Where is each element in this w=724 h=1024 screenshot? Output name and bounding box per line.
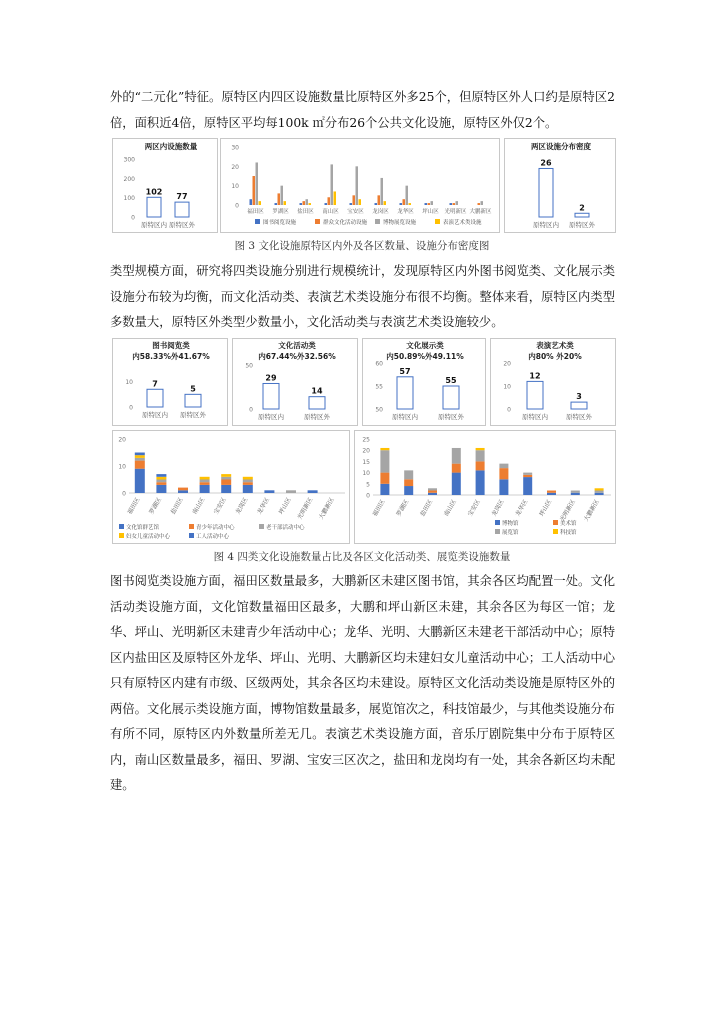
data-label: 12 xyxy=(529,371,541,381)
paragraph-1: 外的“二元化”特征。原特区内四区设施数量比原特区外多25个，但原特区外人口约是原特区2倍，面积近4倍，原特区平均每100k ㎡分布26个公共文化设施，原特区外仅2个。 xyxy=(110,90,615,130)
x-tick-label: 原特区外 xyxy=(566,413,592,421)
stack-segment xyxy=(135,469,145,493)
legend-swatch xyxy=(375,219,380,224)
data-label: 2 xyxy=(579,203,585,213)
stack-segment xyxy=(404,486,413,495)
bar xyxy=(303,201,306,205)
stack-segment xyxy=(135,453,145,456)
y-tick-label: 25 xyxy=(362,436,370,444)
bar xyxy=(284,201,287,205)
y-tick-label: 15 xyxy=(362,458,370,466)
x-tick-label: 原特区内 xyxy=(141,221,167,229)
x-tick-label: 南山区 xyxy=(322,209,339,215)
bar xyxy=(481,201,484,205)
bar xyxy=(334,191,337,205)
legend-label: 科技馆 xyxy=(560,530,577,536)
fig4-panel-e xyxy=(112,430,350,544)
fig4-panel-b xyxy=(232,338,358,426)
bar xyxy=(397,377,413,409)
bar xyxy=(575,213,589,217)
x-tick-label: 宝安区 xyxy=(466,498,482,518)
legend-swatch xyxy=(259,524,264,529)
y-tick-label: 0 xyxy=(131,214,135,222)
fig3-panel-c xyxy=(504,138,616,233)
x-tick-label: 福田区 xyxy=(126,496,142,516)
chart-subtitle: 内50.89%外49.11% xyxy=(386,352,464,361)
fig4-panel-f xyxy=(354,430,616,544)
stack-segment xyxy=(523,473,532,475)
chart-title: 两区内设施数量 xyxy=(144,142,198,151)
legend-swatch xyxy=(255,219,260,224)
fig4-panel-a xyxy=(112,338,228,426)
chart-title: 两区设施分布密度 xyxy=(531,142,591,151)
y-tick-label: 10 xyxy=(125,379,133,387)
stack-segment xyxy=(571,493,580,495)
y-tick-label: 0 xyxy=(129,404,133,412)
x-tick-label: 原特区外 xyxy=(438,413,464,421)
stack-segment xyxy=(571,491,580,493)
chart-title: 图书阅览类 xyxy=(152,341,190,350)
legend-label: 博物馆 xyxy=(502,521,519,527)
bar xyxy=(275,203,278,205)
stack-segment xyxy=(404,479,413,486)
data-label: 102 xyxy=(145,187,163,197)
bar xyxy=(278,193,281,205)
stack-segment xyxy=(156,482,166,485)
stack-segment xyxy=(243,482,253,485)
stack-segment xyxy=(221,477,231,480)
stack-segment xyxy=(428,488,437,490)
stack-segment xyxy=(243,480,253,483)
stack-segment xyxy=(135,458,145,461)
x-tick-label: 龙岗区 xyxy=(490,498,506,518)
legend-swatch xyxy=(495,529,500,534)
x-tick-label: 光明新区 xyxy=(296,496,315,521)
bar xyxy=(259,201,262,205)
stack-segment xyxy=(156,485,166,493)
bar xyxy=(147,197,161,217)
stack-segment xyxy=(308,490,318,493)
legend-swatch xyxy=(315,219,320,224)
x-tick-label: 龙岗区 xyxy=(372,209,389,215)
stack-segment xyxy=(200,485,210,493)
stack-segment xyxy=(428,493,437,495)
stack-segment xyxy=(523,475,532,477)
stack-segment xyxy=(264,490,274,493)
chart-title: 表演艺术类 xyxy=(536,341,574,350)
data-label: 14 xyxy=(311,386,323,396)
x-tick-label: 罗湖区 xyxy=(272,209,289,215)
y-tick-label: 300 xyxy=(123,156,135,164)
fig3-chart-b xyxy=(221,139,499,232)
data-label: 29 xyxy=(265,373,277,383)
x-tick-label: 南山区 xyxy=(191,496,207,516)
chart-title: 文化活动类 xyxy=(278,341,316,350)
fig4-caption: 图 4 四类文化设施数量占比及各区文化活动类、展览类设施数量 xyxy=(213,551,511,563)
stack-segment xyxy=(499,464,508,468)
y-tick-label: 30 xyxy=(231,144,239,152)
bar xyxy=(309,397,325,409)
chart-subtitle: 内67.44%外32.56% xyxy=(258,352,336,361)
bar xyxy=(431,201,434,205)
x-tick-label: 盐田区 xyxy=(419,498,435,518)
x-tick-label: 原特区外 xyxy=(169,221,195,229)
x-tick-label: 原特区内 xyxy=(533,221,559,229)
legend-label: 青少年活动中心 xyxy=(196,525,235,531)
legend-label: 展览馆 xyxy=(502,530,519,536)
bar xyxy=(281,186,284,205)
legend-swatch xyxy=(435,219,440,224)
stack-segment xyxy=(404,470,413,479)
data-label: 3 xyxy=(576,392,582,402)
x-tick-label: 福田区 xyxy=(371,498,387,518)
legend-swatch xyxy=(189,533,194,538)
x-tick-label: 龙华区 xyxy=(514,498,530,518)
stack-segment xyxy=(135,461,145,469)
bar xyxy=(384,201,387,205)
fig4-panel-d xyxy=(490,338,616,426)
x-tick-label: 福田区 xyxy=(247,209,264,215)
bar xyxy=(375,203,378,205)
legend-swatch xyxy=(553,529,558,534)
bar xyxy=(403,199,406,205)
fig3-panel-b xyxy=(220,138,500,233)
x-tick-label: 原特区内 xyxy=(392,413,418,421)
x-tick-label: 龙华区 xyxy=(256,496,272,516)
x-tick-label: 宝安区 xyxy=(212,496,228,516)
bar xyxy=(325,203,328,205)
stack-segment xyxy=(380,450,389,472)
bar xyxy=(571,402,587,409)
y-tick-label: 100 xyxy=(123,195,135,203)
legend-label: 工人活动中心 xyxy=(196,534,230,540)
y-tick-label: 20 xyxy=(118,436,126,444)
data-label: 77 xyxy=(176,192,188,202)
y-tick-label: 20 xyxy=(362,447,370,455)
stack-segment xyxy=(476,448,485,450)
bar xyxy=(306,199,309,205)
y-tick-label: 50 xyxy=(375,406,383,414)
bar xyxy=(309,203,312,205)
x-tick-label: 坪山区 xyxy=(422,209,439,215)
stack-segment xyxy=(178,488,188,491)
bar xyxy=(406,186,409,205)
bar xyxy=(350,203,353,205)
stack-segment xyxy=(156,477,166,480)
legend-label: 妇女儿童活动中心 xyxy=(126,534,171,540)
x-tick-label: 原特区内 xyxy=(142,411,168,419)
y-tick-label: 55 xyxy=(375,383,383,391)
stack-segment xyxy=(452,473,461,495)
stack-segment xyxy=(380,484,389,495)
bar xyxy=(381,178,384,205)
bar xyxy=(353,195,356,205)
stack-segment xyxy=(380,473,389,484)
x-tick-label: 原特区外 xyxy=(180,411,206,419)
fig3-chart-a xyxy=(113,139,217,232)
stack-segment xyxy=(499,479,508,495)
y-tick-label: 20 xyxy=(503,360,511,368)
x-tick-label: 龙岗区 xyxy=(234,496,250,516)
bar xyxy=(356,166,359,205)
chart-subtitle: 内80% 外20% xyxy=(528,352,582,361)
bar xyxy=(331,164,334,205)
legend-label: 美术馆 xyxy=(560,521,577,527)
bar xyxy=(425,203,428,205)
stack-segment xyxy=(200,482,210,485)
data-label: 55 xyxy=(445,376,457,385)
fig3-chart-c xyxy=(505,139,615,232)
bar xyxy=(263,383,279,409)
fig4-chart-a xyxy=(113,339,227,425)
x-tick-label: 罗湖区 xyxy=(148,496,164,516)
stack-segment xyxy=(595,491,604,493)
bar xyxy=(328,197,331,205)
paragraph-2: 类型规模方面，研究将四类设施分别进行规模统计，发现原特区内外图书阅览类、文化展示类设施分布较为均衡，而文化活动类、表演艺术类设施分布很不均衡。整体来看，原特区内类型多数量大，原特区外类型少数量小，文化活动类与表演艺术类设施较少。 xyxy=(110,264,615,329)
x-tick-label: 盐田区 xyxy=(169,496,185,516)
y-tick-label: 20 xyxy=(231,163,239,171)
fig4-chart-f xyxy=(355,431,615,543)
stack-segment xyxy=(547,493,556,495)
bar xyxy=(453,203,456,205)
stack-segment xyxy=(243,485,253,493)
legend-label: 表演艺术类设施 xyxy=(443,220,482,226)
y-tick-label: 10 xyxy=(231,183,239,191)
x-tick-label: 原特区外 xyxy=(304,413,330,421)
stack-segment xyxy=(221,480,231,485)
y-tick-label: 0 xyxy=(235,202,239,210)
stack-segment xyxy=(595,488,604,490)
data-label: 5 xyxy=(190,384,196,394)
x-tick-label: 南山区 xyxy=(442,498,459,518)
fig4-panel-c xyxy=(362,338,486,426)
fig4-chart-b xyxy=(233,339,357,425)
stack-segment xyxy=(243,477,253,480)
stack-segment xyxy=(135,455,145,458)
bar xyxy=(527,381,543,409)
y-tick-label: 5 xyxy=(366,481,370,489)
y-tick-label: 0 xyxy=(366,492,370,500)
stack-segment xyxy=(476,461,485,470)
stack-segment xyxy=(499,468,508,479)
bar xyxy=(450,203,453,205)
chart-title: 文化展示类 xyxy=(406,341,444,350)
stack-segment xyxy=(452,464,461,473)
legend-label: 老干部活动中心 xyxy=(266,525,305,531)
legend-label: 博物展览设施 xyxy=(383,220,417,226)
paragraph-3: 图书阅览类设施方面，福田区数量最多，大鹏新区未建区图书馆，其余各区均配置一处。文化活动类设施方面，文化馆数量福田区最多，大鹏和坪山新区未建，其余各区为每区一馆；龙华、坪山、光明新区未建青少年活动中心；龙华、光明、大鹏新区未建老干部活动中心；原特区内盐田区及原特区外龙华、坪山、光明、大鹏新区均未建妇女儿童活动中心；工人活动中心只有原特区内建有市级、区级两处，其余各区均未建设。原特区文化活动类设施是原特区外的两倍。文化展示类设施方面，博物馆数量最多，展览馆次之，科技馆最少，与其他类设施分布有所不同，原特区内外数量所差无几。表演艺术类设施方面，音乐厅剧院集中分布于原特区内，南山区数量最多，福田、罗湖、宝安三区次之，盐田和龙岗均有一处，其余各新区均未配建。 xyxy=(110,574,615,792)
data-label: 7 xyxy=(152,379,158,389)
fig4-chart-c xyxy=(363,339,485,425)
stack-segment xyxy=(221,474,231,477)
fig4-chart-d xyxy=(491,339,615,425)
stack-segment xyxy=(452,448,461,464)
legend-label: 图书阅览设施 xyxy=(263,220,297,226)
bar xyxy=(478,203,481,205)
legend-label: 文化馆群艺馆 xyxy=(126,525,160,531)
data-label: 57 xyxy=(399,366,411,376)
x-tick-label: 原特区内 xyxy=(522,413,548,421)
stack-segment xyxy=(476,450,485,461)
y-tick-label: 0 xyxy=(249,406,253,414)
bar xyxy=(456,201,459,205)
bar xyxy=(539,168,553,217)
legend-swatch xyxy=(495,520,500,525)
bar xyxy=(359,199,362,205)
fig3-panel-a xyxy=(112,138,218,233)
stack-segment xyxy=(286,490,296,493)
x-tick-label: 光明新区 xyxy=(558,498,578,523)
legend-swatch xyxy=(119,524,124,529)
stack-segment xyxy=(156,480,166,483)
x-tick-label: 光明新区 xyxy=(444,209,467,215)
legend-label: 群众文化活动设施 xyxy=(323,220,368,226)
bar xyxy=(428,203,431,205)
y-tick-label: 200 xyxy=(123,175,135,183)
stack-segment xyxy=(380,448,389,450)
x-tick-label: 大鹏新区 xyxy=(582,498,601,523)
bar xyxy=(409,203,412,205)
x-tick-label: 大鹏新区 xyxy=(469,209,492,215)
bar xyxy=(175,202,189,217)
y-tick-label: 50 xyxy=(245,362,253,370)
bar xyxy=(378,195,381,205)
x-tick-label: 原特区外 xyxy=(569,221,595,229)
stack-segment xyxy=(178,490,188,493)
x-tick-label: 坪山区 xyxy=(277,496,293,516)
legend-swatch xyxy=(189,524,194,529)
x-tick-label: 坪山区 xyxy=(538,498,554,518)
y-tick-label: 10 xyxy=(118,463,126,471)
legend-swatch xyxy=(553,520,558,525)
stack-segment xyxy=(523,477,532,495)
x-tick-label: 罗湖区 xyxy=(395,498,411,518)
y-tick-label: 0 xyxy=(122,490,126,498)
y-tick-label: 10 xyxy=(503,383,511,391)
stack-segment xyxy=(156,474,166,477)
stack-segment xyxy=(595,493,604,495)
stack-segment xyxy=(200,480,210,483)
x-tick-label: 大鹏新区 xyxy=(317,496,336,521)
stack-segment xyxy=(428,491,437,493)
bar xyxy=(250,199,253,205)
fig3-caption: 图 3 文化设施原特区内外及各区数量、设施分布密度图 xyxy=(234,240,490,252)
x-tick-label: 龙华区 xyxy=(397,209,414,215)
chart-subtitle: 内58.33%外41.67% xyxy=(132,352,210,361)
legend-swatch xyxy=(119,533,124,538)
stack-segment xyxy=(221,485,231,493)
fig4-chart-e xyxy=(113,431,349,543)
bar xyxy=(185,394,201,407)
bar xyxy=(400,203,403,205)
x-tick-label: 原特区内 xyxy=(258,413,284,421)
y-tick-label: 10 xyxy=(362,470,370,478)
stack-segment xyxy=(547,491,556,493)
stack-segment xyxy=(200,477,210,480)
bar xyxy=(443,386,459,409)
x-tick-label: 宝安区 xyxy=(347,209,364,215)
data-label: 26 xyxy=(540,158,552,168)
y-tick-label: 0 xyxy=(507,406,511,414)
bar xyxy=(253,176,256,205)
bar xyxy=(256,162,259,205)
bar xyxy=(300,203,303,205)
y-tick-label: 60 xyxy=(375,360,383,368)
x-tick-label: 盐田区 xyxy=(297,209,314,215)
stack-segment xyxy=(476,470,485,495)
bar xyxy=(147,389,163,407)
